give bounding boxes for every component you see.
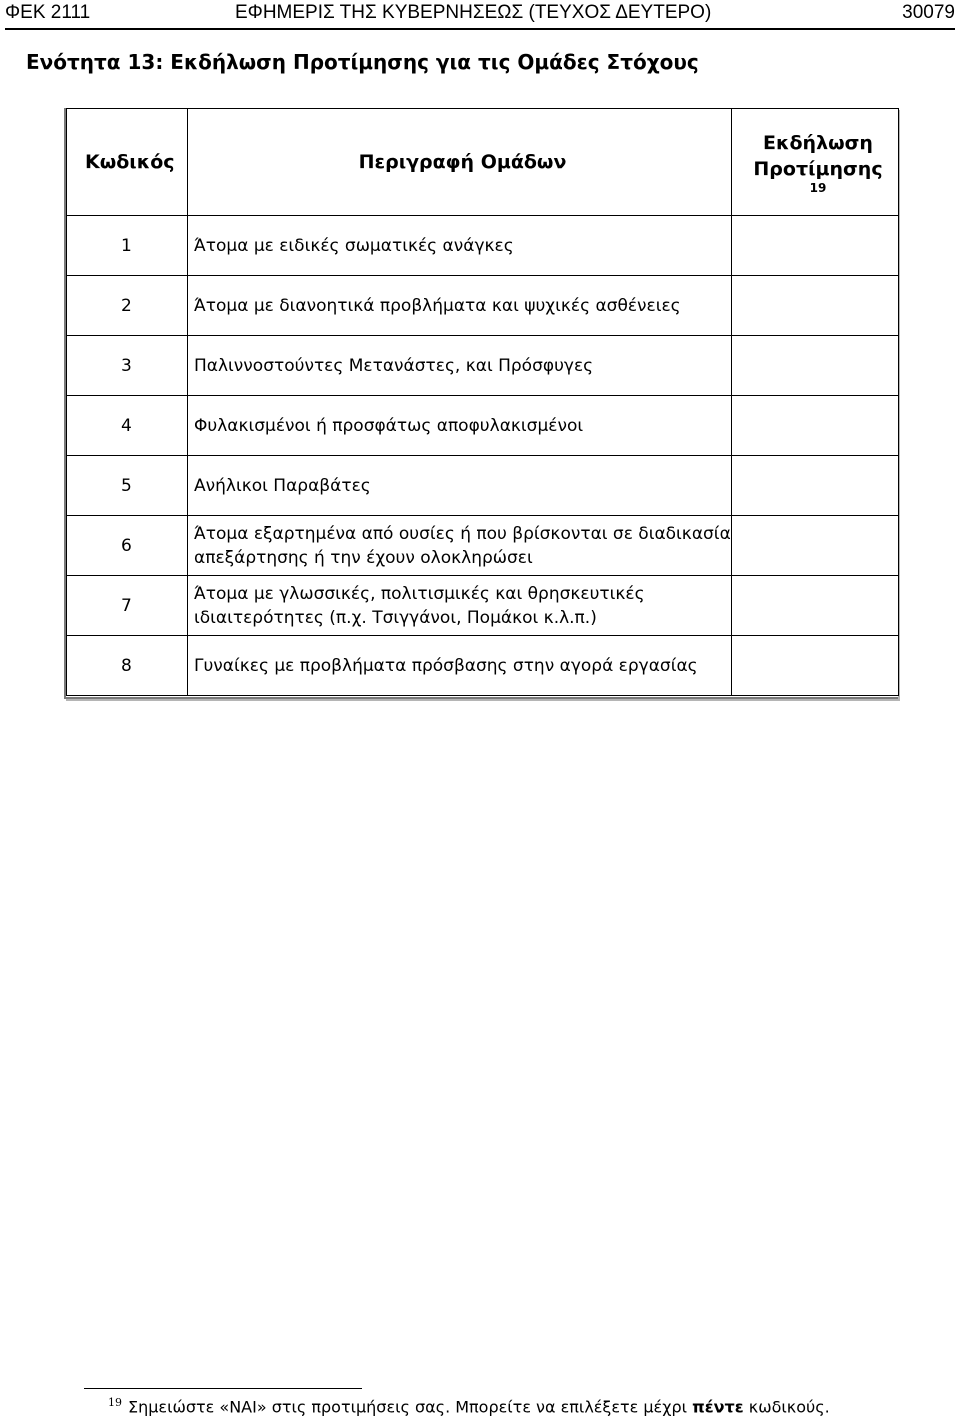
table-row (67, 216, 899, 276)
footnote-emphasis: πέντε (692, 1397, 744, 1417)
row-preference-cell[interactable] (732, 216, 899, 276)
row-description: Άτομα με διανοητικά προβλήματα και ψυχικές ασθένειες (188, 276, 732, 336)
row-description: Άτομα με ειδικές σωματικές ανάγκες (188, 216, 732, 276)
row-preference-cell[interactable] (732, 516, 899, 576)
table-row (67, 456, 899, 516)
row-code: 7 (67, 576, 188, 636)
row-description: Γυναίκες με προβλήματα πρόσβασης στην αγορά εργασίας (188, 636, 732, 696)
gazette-issue: ΦΕΚ 2111 (5, 2, 91, 23)
row-preference-cell[interactable] (732, 456, 899, 516)
row-code: 5 (67, 456, 188, 516)
row-description: Φυλακισμένοι ή προσφάτως αποφυλακισμένοι (188, 396, 732, 456)
table-row (67, 636, 899, 696)
row-description: Ανήλικοι Παραβάτες (188, 456, 732, 516)
row-description: Άτομα εξαρτημένα από ουσίες ή που βρίσκονται σε διαδικασία απεξάρτησης ή την έχουν ολοκληρώσει (188, 516, 732, 576)
table-row (67, 336, 899, 396)
table-row (67, 276, 899, 336)
footnote-ref: 19 (809, 181, 827, 195)
header-preference-label: Εκδήλωση Προτίμησης (753, 132, 883, 180)
row-description: Άτομα με γλωσσικές, πολιτισμικές και θρησκευτικές ιδιαιτερότητες (π.χ. Τσιγγάνοι, Πομάκοι κ.λ.π.) (188, 576, 732, 636)
row-code: 1 (67, 216, 188, 276)
table-row (67, 396, 899, 456)
footnote-text-before: Σημειώστε «ΝΑΙ» στις προτιμήσεις σας. Μπορείτε να επιλέξετε μέχρι (128, 1397, 693, 1417)
row-code: 6 (67, 516, 188, 576)
table-row (67, 576, 899, 636)
row-preference-cell[interactable] (732, 276, 899, 336)
target-groups-table (66, 108, 899, 696)
row-code: 4 (67, 396, 188, 456)
header-code: Κωδικός (67, 109, 188, 216)
row-code: 3 (67, 336, 188, 396)
header-preference (732, 109, 899, 216)
row-preference-cell[interactable] (732, 576, 899, 636)
footnote (108, 1396, 830, 1416)
header-description: Περιγραφή Ομάδων (188, 109, 732, 216)
page-header (5, 2, 955, 28)
table-body (67, 216, 899, 696)
row-preference-cell[interactable] (732, 336, 899, 396)
table-row (67, 516, 899, 576)
row-code: 8 (67, 636, 188, 696)
target-groups-table-frame (64, 108, 898, 699)
row-description: Παλιννοστούντες Μετανάστες, και Πρόσφυγες (188, 336, 732, 396)
row-code: 2 (67, 276, 188, 336)
row-preference-cell[interactable] (732, 396, 899, 456)
row-preference-cell[interactable] (732, 636, 899, 696)
footnote-number: 19 (108, 1396, 122, 1409)
page-number: 30079 (902, 2, 955, 23)
header-divider (5, 28, 955, 30)
footnote-text-after: κωδικούς. (743, 1397, 830, 1417)
section-title: Ενότητα 13: Εκδήλωση Προτίμησης για τις Ομάδες Στόχους (26, 50, 699, 74)
gazette-title: ΕΦΗΜΕΡΙΣ ΤΗΣ ΚΥΒΕΡΝΗΣΕΩΣ (ΤΕΥΧΟΣ ΔΕΥΤΕΡΟ) (235, 2, 712, 23)
footnote-divider (84, 1388, 362, 1389)
